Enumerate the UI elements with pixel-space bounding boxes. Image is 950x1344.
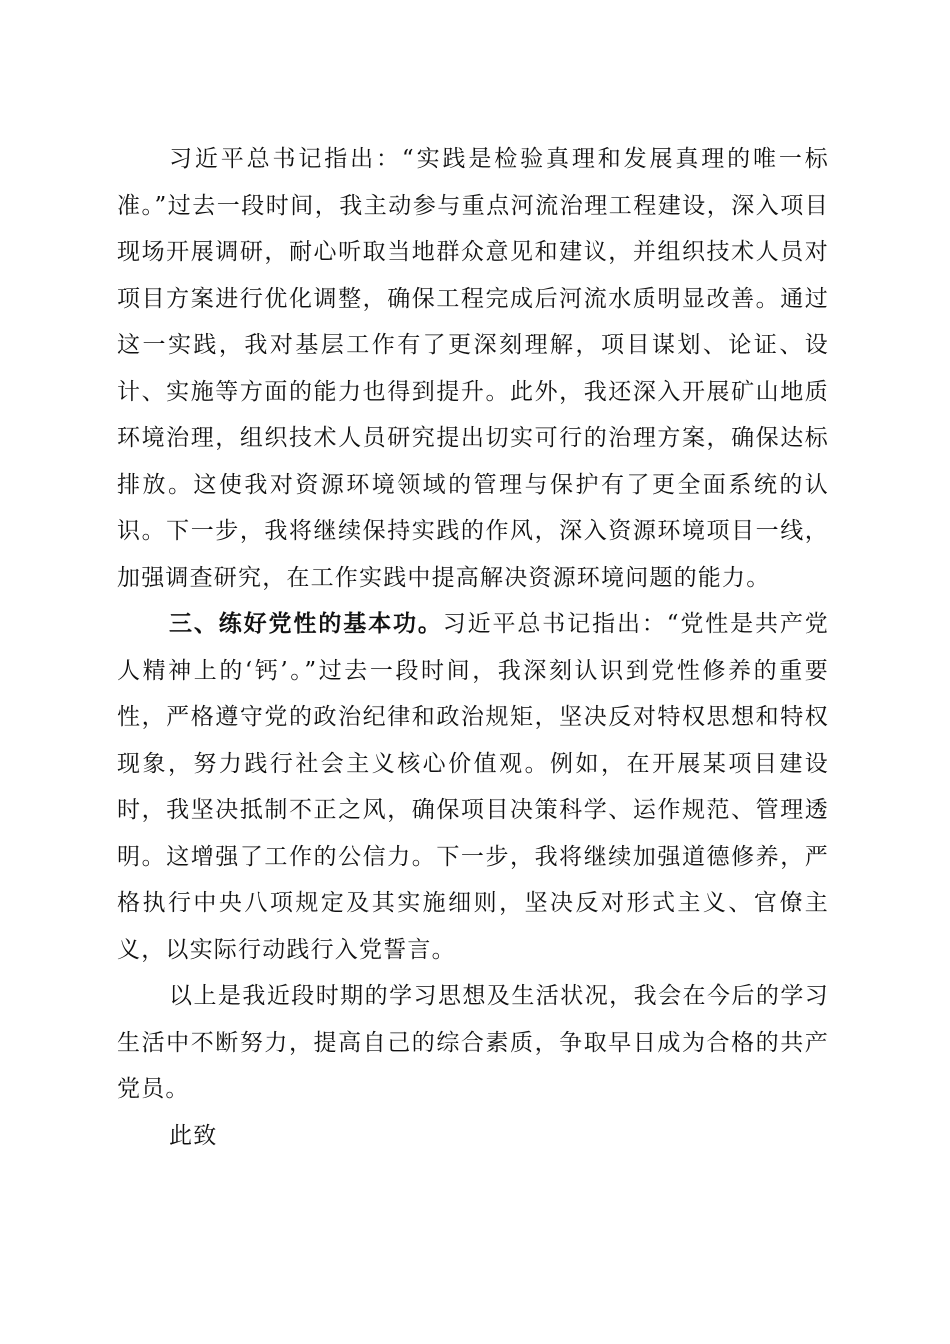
paragraph-text: 以上是我近段时期的学习思想及生活状况，我会在今后的学习生活中不断努力，提高自己的综合素质，争取早日成为合格的共产党员。 — [117, 983, 829, 1102]
closing-salutation — [117, 1113, 829, 1160]
paragraph-text: 习近平总书记指出：“党性是共产党人精神上的‘钙’。”过去一段时间，我深刻认识到党性修养的重要性，严格遵守党的政治纪律和政治规矩，坚决反对特权思想和特权现象，努力践行社会主义核心价值观。例如，在开展某项目建设时，我坚决抵制不正之风，确保项目决策科学、运作规范、管理透明。这增强了工作的公信力。下一步，我将继续加强道德修养，严格执行中央八项规定及其实施细则，坚决反对形式主义、官僚主义，以实际行动践行入党誓言。 — [117, 611, 829, 963]
closing-text: 此致 — [169, 1122, 218, 1149]
paragraph-practice — [117, 136, 829, 601]
paragraph-text: 习近平总书记指出：“实践是检验真理和发展真理的唯一标准。”过去一段时间，我主动参与重点河流治理工程建设，深入项目现场开展调研，耐心听取当地群众意见和建议，并组织技术人员对项目方案进行优化调整，确保工程完成后河流水质明显改善。通过这一实践，我对基层工作有了更深刻理解，项目谋划、论证、设计、实施等方面的能力也得到提升。此外，我还深入开展矿山地质环境治理，组织技术人员研究提出切实可行的治理方案，确保达标排放。这使我对资源环境领域的管理与保护有了更全面系统的认识。下一步，我将继续保持实践的作风，深入资源环境项目一线，加强调查研究，在工作实践中提高解决资源环境问题的能力。 — [117, 146, 829, 591]
section-heading: 三、练好党性的基本功。 — [169, 611, 443, 637]
paragraph-summary — [117, 973, 829, 1113]
document-page — [117, 136, 829, 1159]
paragraph-party-spirit — [117, 601, 829, 973]
